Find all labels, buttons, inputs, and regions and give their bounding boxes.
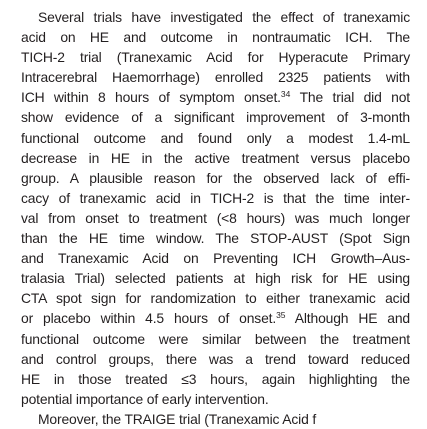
text-line: cacy of tranexamic acid in TICH-2 is that the time inter- bbox=[21, 189, 410, 206]
text-line: val from onset to treatment (<8 hours) was much longer bbox=[21, 209, 410, 226]
text-line: show evidence of a significant improvement of 3-month bbox=[21, 109, 410, 126]
text-line: potential importance of early intervention. bbox=[21, 390, 269, 407]
text-line: TICH-2 trial (Tranexamic Acid for Hyperacute Primary bbox=[21, 49, 410, 66]
text-line: group. A plausible reason for the observed lack of effi- bbox=[21, 169, 410, 186]
citation-ref-34: 34 bbox=[280, 89, 291, 100]
citation-ref-35: 35 bbox=[276, 310, 286, 321]
text-line: CTA spot sign for randomization to either tranexamic acid bbox=[21, 290, 410, 307]
text-line-part: or placebo within 4.5 hours of onset. bbox=[21, 310, 277, 327]
text-line-part: The trial did not bbox=[290, 89, 411, 106]
paragraph-tranexamic-acid-trials bbox=[21, 7, 410, 429]
text-line: functional outcome were similar between the treatment bbox=[21, 330, 410, 347]
text-line bbox=[21, 87, 410, 107]
text-line: HE in those treated ≤3 hours, again highlighting the bbox=[21, 370, 410, 387]
text-line: Several trials have investigated the effect of tranexamic bbox=[38, 9, 410, 25]
text-line: Intracerebral Haemorrhage) enrolled 2325 patients with bbox=[21, 69, 410, 86]
text-line-part: Although HE and bbox=[285, 310, 410, 327]
text-line-part: ICH within 8 hours of symptom onset. bbox=[21, 89, 281, 106]
text-line: and control groups, there was a trend toward reduced bbox=[21, 350, 410, 367]
text-line bbox=[21, 308, 410, 328]
text-line: tralasia Trial) selected patients at high risk for HE using bbox=[21, 270, 410, 287]
text-line: functional outcome and found only a modest 1.4-mL bbox=[21, 129, 410, 146]
text-line: than the HE time window. The STOP-AUST (Spot Sign bbox=[21, 230, 410, 247]
text-line-cut-off: Moreover, the TRAIGE trial (Tranexamic Acid f bbox=[38, 410, 317, 427]
text-line: decrease in HE in the active treatment versus placebo bbox=[21, 149, 410, 166]
text-line: acid on HE and outcome in nontraumatic ICH. The bbox=[21, 29, 410, 46]
text-line: and Tranexamic Acid on Preventing ICH Growth–Aus- bbox=[21, 250, 410, 267]
